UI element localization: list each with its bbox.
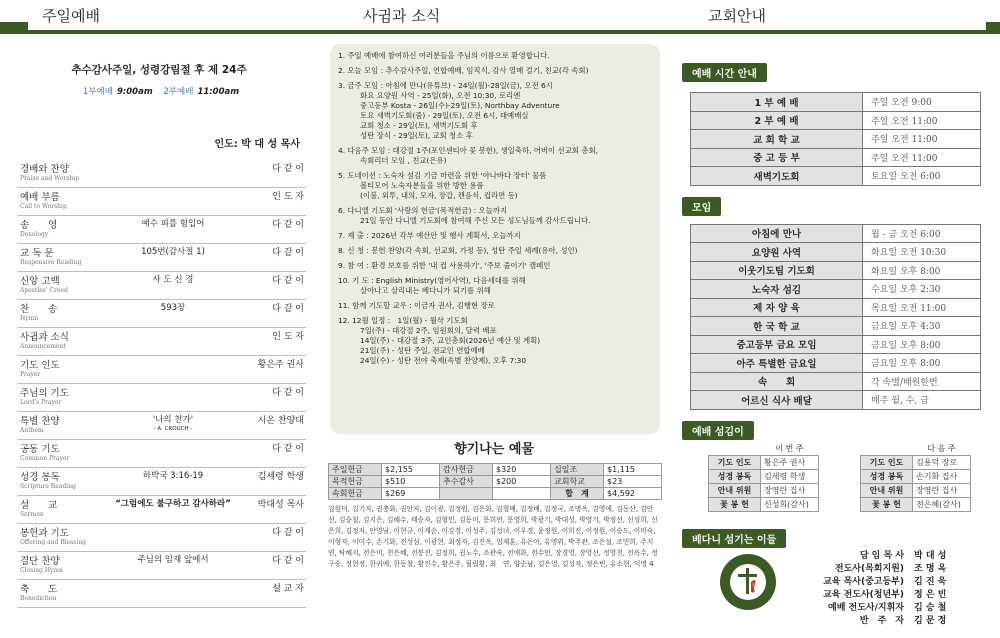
offering-amount: $269 bbox=[382, 488, 440, 500]
schedule-name: 어르신 식사 배달 bbox=[691, 391, 863, 410]
staff-name: 김 승 철 bbox=[914, 602, 947, 613]
schedule-time: 화요일 오전 10:30 bbox=[863, 243, 981, 262]
news-line: 11. 함께 기도할 교우 : 이금자 권사, 김행현 장로 bbox=[338, 301, 495, 310]
order-english: Prayer bbox=[20, 371, 41, 378]
schedule-row bbox=[691, 391, 981, 410]
news-item bbox=[338, 146, 652, 166]
order-row bbox=[18, 188, 306, 216]
order-name: 찬 송 bbox=[20, 304, 58, 315]
staff-role: 예배 전도사/지휘자 bbox=[828, 602, 904, 613]
order-row bbox=[18, 496, 306, 524]
column-header bbox=[670, 0, 1000, 34]
order-name: 송 영 bbox=[20, 220, 58, 231]
order-name: 봉헌과 기도 bbox=[20, 528, 69, 539]
meetings-pill: 모임 bbox=[682, 197, 721, 216]
schedule-time: 매주 월, 수, 금 bbox=[863, 391, 981, 410]
news-line: 속회리더 모임 , 친교(은유) bbox=[360, 156, 447, 165]
order-person: 시온 찬양대 bbox=[257, 416, 304, 426]
order-detail: 주님의 임재 앞에서 bbox=[137, 555, 209, 565]
schedule-name: 속 회 bbox=[691, 372, 863, 391]
news-column bbox=[318, 0, 670, 607]
meetings-section bbox=[682, 196, 1000, 216]
offering-row bbox=[329, 464, 662, 476]
news-line: 6. 다니엘 기도회 '사랑의 헌금'(목적헌금) : 오늘까지 bbox=[338, 206, 508, 215]
offering-row bbox=[329, 476, 662, 488]
staff-role: 교육 목사(중고등부) bbox=[823, 576, 904, 587]
order-person: 인 도 자 bbox=[272, 332, 304, 342]
news-line: 볼티모어 노숙자분들을 위한 방한 용품 bbox=[360, 181, 484, 190]
order-english: Hymn bbox=[20, 315, 39, 322]
order-person: 인 도 자 bbox=[272, 192, 304, 202]
staff-role: 반 주 자 bbox=[859, 615, 904, 626]
serve-role: 성경 봉독 bbox=[861, 470, 913, 484]
order-name: 성경 봉독 bbox=[20, 472, 60, 483]
serve-role: 기도 인도 bbox=[861, 456, 913, 470]
order-person: 다 같 이 bbox=[272, 164, 304, 174]
schedule-name: 제 자 양 육 bbox=[691, 298, 863, 317]
offering-label: 추수감사 bbox=[440, 476, 493, 488]
serve-row bbox=[861, 498, 971, 512]
news-line: (이불, 외투, 내의, 모자, 장갑, 캔음식, 컵라면 등) bbox=[360, 191, 518, 200]
serve-role: 꽃 봉 헌 bbox=[861, 498, 913, 512]
order-detail: “그럼에도 불구하고 감사하라” bbox=[115, 499, 231, 509]
schedule-time: 수요일 오후 2:30 bbox=[863, 280, 981, 299]
news-item bbox=[338, 51, 652, 61]
news-line: 3. 금주 모임 : 아침에 만나(유튜브) - 24일(월)-28일(금), 오전 6시 bbox=[338, 81, 553, 90]
order-english: Call to Worship bbox=[20, 203, 67, 210]
schedule-time: 월 - 금 오전 6:00 bbox=[863, 224, 981, 243]
news-line: 12. 12월 일정 : 1일(월) - 월삭 기도회 bbox=[338, 316, 468, 325]
order-person: 다 같 이 bbox=[272, 556, 304, 566]
order-detail: 593장 bbox=[160, 303, 186, 313]
order-person: 다 같 이 bbox=[272, 304, 304, 314]
serve-person: 장영란 집사 bbox=[761, 484, 819, 498]
schedule-name: 중 고 등 부 bbox=[691, 148, 863, 167]
offering-label: 속회헌금 bbox=[329, 488, 382, 500]
order-row bbox=[18, 216, 306, 244]
staff-row bbox=[823, 615, 964, 628]
news-line: 14일(주) - 대강절 3주, 교인총회(2026년 예산 및 계획) bbox=[360, 336, 541, 345]
serve-row bbox=[861, 470, 971, 484]
serve-role: 성경 봉독 bbox=[709, 470, 761, 484]
serve-person: 신성희(감사) bbox=[761, 498, 819, 512]
news-line: 5. 도네이션 : 노숙자 섬김 기금 마련을 위한 '아나바다 장터' 물품 bbox=[338, 171, 547, 180]
news-item bbox=[338, 301, 652, 311]
order-detail: 105번(감사절 1) bbox=[141, 247, 205, 257]
news-item bbox=[338, 66, 652, 76]
offering-label: 십일조 bbox=[551, 464, 604, 476]
schedule-row bbox=[691, 167, 981, 186]
service-title: 추수감사주일, 성령강림절 후 제 24주 bbox=[71, 64, 247, 76]
church-logo bbox=[718, 552, 778, 612]
order-name: 기도 인도 bbox=[20, 360, 60, 371]
order-person: 설 교 자 bbox=[272, 584, 304, 594]
schedule-row bbox=[691, 224, 981, 243]
schedule-time: 주일 오전 11:00 bbox=[863, 148, 981, 167]
staff-row bbox=[823, 589, 964, 602]
staff-role: 교육 전도사(청년부) bbox=[823, 589, 904, 600]
offering-amount: $510 bbox=[382, 476, 440, 488]
staff-row bbox=[823, 550, 964, 563]
news-item bbox=[338, 276, 652, 296]
schedule-row bbox=[691, 280, 981, 299]
schedule-row bbox=[691, 298, 981, 317]
news-item bbox=[338, 246, 652, 256]
serve-week-label: 이 번 주 bbox=[761, 442, 819, 456]
offering-amount: $1,115 bbox=[604, 464, 662, 476]
schedule-time: 각 속별/배원한번 bbox=[863, 372, 981, 391]
staff-name: 박 대 성 bbox=[914, 550, 947, 561]
order-english: Doxology bbox=[20, 231, 49, 238]
header-accent bbox=[986, 22, 1000, 30]
serve-role: 안내 위원 bbox=[709, 484, 761, 498]
order-english: Lord's Prayer bbox=[20, 399, 62, 406]
order-person: 다 같 이 bbox=[272, 444, 304, 454]
schedule-name: 교 회 학 교 bbox=[691, 130, 863, 149]
offering-amount: $320 bbox=[493, 464, 551, 476]
schedule-row bbox=[691, 243, 981, 262]
schedule-time: 금요일 오후 4:30 bbox=[863, 317, 981, 336]
news-item bbox=[338, 316, 652, 366]
offering-title: 향기나는 예물 bbox=[454, 442, 534, 457]
order-row bbox=[18, 468, 306, 496]
church-info-column bbox=[670, 0, 1000, 626]
meetings-table bbox=[690, 224, 981, 410]
order-detail: '나의 찬가' bbox=[152, 415, 194, 425]
offering-label: 합 계 bbox=[551, 488, 604, 500]
schedule-name: 한 국 학 교 bbox=[691, 317, 863, 336]
order-name: 예배 부름 bbox=[20, 192, 60, 203]
news-line: 화요 요양원 사역 - 25일(화), 오전 10:30, 로리엔 bbox=[360, 91, 521, 100]
offering-label: 교회학교 bbox=[551, 476, 604, 488]
order-name: 교 독 문 bbox=[20, 248, 54, 259]
order-of-worship bbox=[18, 160, 306, 608]
schedule-time: 목요일 오전 11:00 bbox=[863, 298, 981, 317]
serve-person: 전은혜(감사) bbox=[913, 498, 971, 512]
staff-name: 조 명 옥 bbox=[914, 563, 947, 574]
news-item bbox=[338, 261, 652, 271]
offering-label: 주일헌금 bbox=[329, 464, 382, 476]
staff-name: 김 문 정 bbox=[914, 615, 947, 626]
serve-row bbox=[709, 456, 819, 470]
order-english: Offering and Blessing bbox=[20, 539, 86, 546]
order-person: 다 같 이 bbox=[272, 528, 304, 538]
schedule-name: 아침에 만나 bbox=[691, 224, 863, 243]
staff-row bbox=[823, 563, 964, 576]
schedule-time: 주일 오전 9:00 bbox=[863, 93, 981, 112]
header-title: 사귐과 소식 bbox=[363, 7, 441, 25]
order-person: 다 같 이 bbox=[272, 276, 304, 286]
news-line: 7일(주) - 대강절 2주, 임원회의, 달력 배포 bbox=[360, 326, 497, 335]
worship-times-table bbox=[690, 92, 981, 186]
offering-label: 목적헌금 bbox=[329, 476, 382, 488]
column-header bbox=[318, 0, 670, 34]
order-english: Sermon bbox=[20, 511, 44, 518]
serve-person: 김세령 학생 bbox=[761, 470, 819, 484]
schedule-row bbox=[691, 261, 981, 280]
schedule-name: 요양원 사역 bbox=[691, 243, 863, 262]
serve-tables bbox=[670, 442, 1000, 526]
worship-leader: 인도: 박 대 성 목사 bbox=[214, 139, 300, 150]
news-line: 2. 오늘 모임 : 추수감사주일, 연합예배, 임직식, 감사 열매 걸기, 친교(각 속회) bbox=[338, 66, 589, 75]
order-english: Benediction bbox=[20, 595, 57, 602]
serve-header-row bbox=[709, 442, 819, 456]
staff-name: 김 진 욱 bbox=[914, 576, 947, 587]
schedule-row bbox=[691, 148, 981, 167]
order-name: 결단 찬양 bbox=[20, 556, 60, 567]
schedule-time: 금요일 오후 8:00 bbox=[863, 354, 981, 373]
order-name: 사귐과 소식 bbox=[20, 332, 69, 343]
schedule-row bbox=[691, 354, 981, 373]
order-person: 다 같 이 bbox=[272, 248, 304, 258]
column-header bbox=[0, 0, 318, 34]
order-name: 축 도 bbox=[20, 584, 58, 595]
news-line: 10. 기 도 : English Ministry(영어사역), 다음세대를 위해 bbox=[338, 276, 526, 285]
serve-person: 황은주 권사 bbox=[761, 456, 819, 470]
order-name: 경배와 찬양 bbox=[20, 164, 69, 175]
order-english: Announcement bbox=[20, 343, 66, 350]
news-line: 토요 새벽기도회(줌) - 29일(토), 오전 6시, 대예배실 bbox=[360, 111, 529, 120]
schedule-row bbox=[691, 93, 981, 112]
worship-times-section bbox=[682, 62, 1000, 82]
order-row bbox=[18, 244, 306, 272]
news-box bbox=[330, 44, 660, 434]
staff-role: 담 임 목 사 bbox=[859, 550, 904, 561]
order-row bbox=[18, 524, 306, 552]
order-name: 공동 기도 bbox=[20, 444, 60, 455]
staff-pill: 베다니 섬기는 이들 bbox=[682, 529, 786, 548]
serve-header-row bbox=[861, 442, 971, 456]
offering-amount: $200 bbox=[493, 476, 551, 488]
serve-row bbox=[709, 498, 819, 512]
order-english: Common Prayer bbox=[20, 455, 70, 462]
serve-week-label: 다 음 주 bbox=[913, 442, 971, 456]
order-name: 특별 찬양 bbox=[20, 416, 60, 427]
schedule-name: 아주 특별한 금요일 bbox=[691, 354, 863, 373]
news-item bbox=[338, 81, 652, 141]
order-person: 다 같 이 bbox=[272, 388, 304, 398]
news-line: 중고등부 Kosta - 26일(수)-29일(토), Northbay Adventure bbox=[360, 101, 560, 110]
schedule-name: 1 부 예 배 bbox=[691, 93, 863, 112]
header-accent bbox=[0, 22, 28, 30]
order-english: Responsive Reading bbox=[20, 259, 82, 266]
order-row bbox=[18, 440, 306, 468]
serve-row bbox=[709, 470, 819, 484]
news-item bbox=[338, 231, 652, 241]
header-title: 주일예배 bbox=[42, 7, 100, 25]
order-person: 다 같 이 bbox=[272, 220, 304, 230]
header-title: 교회안내 bbox=[708, 7, 766, 25]
schedule-name: 중고등부 금요 모임 bbox=[691, 335, 863, 354]
order-detail: 사 도 신 경 bbox=[152, 275, 194, 285]
serve-role: 꽃 봉 헌 bbox=[709, 498, 761, 512]
offering-amount bbox=[493, 488, 551, 500]
offering-amount: $2,155 bbox=[382, 464, 440, 476]
order-name: 신앙 고백 bbox=[20, 276, 60, 287]
order-subdetail: - A. CROUCH - bbox=[153, 426, 193, 432]
offering-table bbox=[328, 463, 662, 500]
order-name: 주님의 기도 bbox=[20, 388, 69, 399]
order-name: 설 교 bbox=[20, 500, 58, 511]
schedule-time: 금요일 오후 8:00 bbox=[863, 335, 981, 354]
serve-person: 손기화 집사 bbox=[913, 470, 971, 484]
order-row bbox=[18, 580, 306, 608]
news-line: 1. 주일 예배에 참여하신 여러분들을 주님의 이름으로 환영합니다. bbox=[338, 51, 550, 60]
staff-row bbox=[823, 576, 964, 589]
order-row bbox=[18, 300, 306, 328]
news-line: 교회 청소 - 29일(토), 새벽기도회 후 bbox=[360, 121, 478, 130]
schedule-name: 노숙자 섬김 bbox=[691, 280, 863, 299]
order-row bbox=[18, 160, 306, 188]
order-row bbox=[18, 552, 306, 580]
order-person: 황은주 권사 bbox=[257, 360, 304, 370]
offering-label: 감사헌금 bbox=[440, 464, 493, 476]
staff-list bbox=[823, 550, 964, 628]
serve-person: 김용덕 장로 bbox=[913, 456, 971, 470]
news-item bbox=[338, 171, 652, 201]
news-line: 21일(주) - 성탄 주일, 전교인 연합예배 bbox=[360, 346, 485, 355]
schedule-name: 새벽기도회 bbox=[691, 167, 863, 186]
service-times: 1부예배 9:00am 2부예배 11:00am bbox=[82, 87, 240, 97]
serve-row bbox=[861, 456, 971, 470]
news-line: 21일 동안 다니엘 기도회에 참여해 주신 모든 성도님들께 감사드립니다. bbox=[360, 216, 591, 225]
order-english: Scripture Reading bbox=[20, 483, 76, 490]
serve-row bbox=[709, 484, 819, 498]
schedule-time: 화요일 오후 8:00 bbox=[863, 261, 981, 280]
serve-this-week bbox=[708, 442, 819, 513]
news-line: 9. 참 여 : 환경 보호를 위한 '내 컵 사용하기', '주보 줄이기' 캠페인 bbox=[338, 261, 551, 270]
serve-person: 장영란 집사 bbox=[913, 484, 971, 498]
schedule-name: 이웃기도팀 기도회 bbox=[691, 261, 863, 280]
order-english: Praise and Worship bbox=[20, 175, 80, 182]
news-line: 성탄 장식 - 29일(토), 교회 청소 후 bbox=[360, 131, 473, 140]
offering-amount: $4,592 bbox=[604, 488, 662, 500]
order-detail: 하박국 3:16-19 bbox=[142, 471, 204, 481]
news-line: 8. 신 청 : 봉헌 찬양(각 속회, 선교회, 가정 등), 성탄 주일 세례(유아, 성인) bbox=[338, 246, 578, 255]
news-line: 7. 제 출 : 2026년 각부 예산안 및 행사 계획서, 오늘까지 bbox=[338, 231, 521, 240]
staff-role: 전도사(목회지원) bbox=[834, 563, 904, 574]
schedule-time: 주일 오전 11:00 bbox=[863, 130, 981, 149]
news-line: 24일(수) - 성탄 전야 축제(속별 찬양제), 오후 7:30 bbox=[360, 356, 527, 365]
order-english: Anthem bbox=[20, 427, 44, 434]
staff-section bbox=[682, 528, 1000, 548]
staff-area bbox=[670, 548, 1000, 638]
serve-role: 안내 위원 bbox=[861, 484, 913, 498]
schedule-row bbox=[691, 372, 981, 391]
worship-column bbox=[0, 0, 318, 607]
worship-times-pill: 예배 시간 안내 bbox=[682, 63, 767, 82]
order-person: 박대성 목사 bbox=[257, 500, 304, 510]
schedule-row bbox=[691, 317, 981, 336]
staff-row bbox=[823, 602, 964, 615]
news-line: 4. 다음주 모임 : 대강절 1주(포인센티아 꽃 봉헌), 생일축하, 어버이 선교회 총회, bbox=[338, 146, 598, 155]
order-row bbox=[18, 272, 306, 300]
order-english: Closing Hymn bbox=[20, 567, 63, 574]
order-person: 김세령 학생 bbox=[257, 472, 304, 482]
serve-role: 기도 인도 bbox=[709, 456, 761, 470]
order-detail: 예수 피를 힘입어 bbox=[141, 219, 205, 229]
schedule-row bbox=[691, 111, 981, 130]
offering-amount: $23 bbox=[604, 476, 662, 488]
offering-row bbox=[329, 488, 662, 500]
news-line: 살아나고 살리내는 베다니가 되기를 위해 bbox=[360, 286, 491, 295]
news-item bbox=[338, 206, 652, 226]
serve-pill: 예배 섬김이 bbox=[682, 421, 754, 440]
order-row bbox=[18, 356, 306, 384]
offering-names: 김원덕, 김기자, 권충화, 권안자, 김이광, 김정원, 김은화, 김형배, 김정배, 김정국, 조명옥, 김영애, 김동산, 김안선, 김승철, 김지은, 김혜수, 태승자, 김형민, 김동미, 문희연, 문영희, 박광기, 박대성, 박영기, 박정선, 신성희, 신은희, 김정자, 안영남, 이현규, 이계순, 이강경, 이성주, 김성녀, 이우경, 윤정원, 이희진, 이정원, 이승도, 이미숙, 이형자, 이미수, 손기화, 전성심, 이광현, 최정자, 김진옥, 엄재훈, 유은아, 유영위, 박주관, 조은설, 조민희, 주지연, 탁혜지, 전은미, 천은혜, 전봉진, 김정희, 권노수, 조관숙, 전애화, 전수민, 장경영, 장영선, 정영천, 전옥수, 정구승, 정현정, 한귀예, 한동철, 황진수, 황은주, 필립황, 최 연, 양순남, 김은영, 김성자, 정은빈, 유소현, 익명 4 bbox=[328, 505, 658, 568]
schedule-name: 2 부 예 배 bbox=[691, 111, 863, 130]
staff-name: 정 은 빈 bbox=[914, 589, 947, 600]
order-row bbox=[18, 412, 306, 440]
schedule-row bbox=[691, 335, 981, 354]
schedule-row bbox=[691, 130, 981, 149]
schedule-time: 주일 오전 11:00 bbox=[863, 111, 981, 130]
serve-next-week bbox=[860, 442, 971, 513]
schedule-time: 토요일 오전 6:00 bbox=[863, 167, 981, 186]
order-english: Apostles' Creed bbox=[20, 287, 68, 294]
order-row bbox=[18, 384, 306, 412]
offering-label bbox=[440, 488, 493, 500]
serve-section bbox=[682, 420, 1000, 440]
serve-row bbox=[861, 484, 971, 498]
order-row bbox=[18, 328, 306, 356]
